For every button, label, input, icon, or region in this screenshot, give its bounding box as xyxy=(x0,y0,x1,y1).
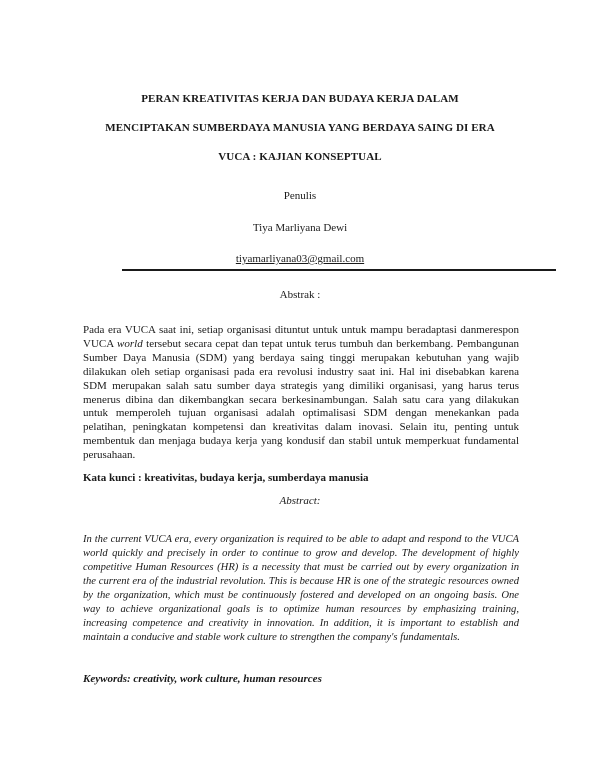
kata-kunci: Kata kunci : kreativitas, budaya kerja, sumberdaya manusia xyxy=(83,472,369,484)
paper-title-line-3: VUCA : KAJIAN KONSEPTUAL xyxy=(218,151,382,163)
author-heading: Penulis xyxy=(283,190,317,202)
author-name: Tiya Marliyana Dewi xyxy=(252,222,348,234)
abstrak-body: Pada era VUCA saat ini, setiap organisasi dituntut untuk untuk mampu beradaptasi danmerespon VUCA world tersebut secara cepat dan tepat untuk terus tumbuh dan berkembang. Pembangunan Sumber Daya Manusia (SDM) yang berdaya saing tinggi merupakan kebutuhan yang wajib dilakukan oleh setiap organisasi pada era revolusi industry saat ini. Hal ini disebabkan karena SDM merupakan salah satu sumber daya strategis yang dimiliki organisasi, yang harus terus menerus dibina dan dikembangkan secara berkesinambungan. Salah satu cara yang dilakukan untuk memperoleh tujuan organisasi adalah optimalisasi SDM dengan menekankan pada pelatihan, peningkatan kompetensi dan kreativitas dalam inovasi. Selain itu, penting untuk membentuk dan menjaga budaya kerja yang kondusif dan stabil untuk memperkuat fundamental perusahaan. xyxy=(83,324,519,462)
paper-title-line-2: MENCIPTAKAN SUMBERDAYA MANUSIA YANG BERDAYA SAING DI ERA xyxy=(105,122,495,134)
abstrak-heading: Abstrak : xyxy=(279,289,321,301)
abstract-en-heading: Abstract: xyxy=(279,495,321,507)
keywords-en: Keywords: creativity, work culture, human resources xyxy=(83,673,322,685)
abstract-en-body: In the current VUCA era, every organization is required to be able to adapt and respond to the VUCA world quickly and precisely in order to continue to grow and develop. The development of highly competitive Human Resources (HR) is a necessity that must be carried out by every organization in the current era of the industrial revolution. This is because HR is one of the strategic resources owned by the organization, which must be continuously fostered and developed on an ongoing basis. One way to achieve organizational goals is to optimize human resources by emphasizing training, increasing competence and creativity in innovation. In addition, it is important to establish and maintain a conducive and stable work culture to strengthen the company's fundamentals. xyxy=(83,534,519,643)
paper-title-line-1: PERAN KREATIVITAS KERJA DAN BUDAYA KERJA DALAM xyxy=(141,93,459,105)
section-divider xyxy=(122,269,556,271)
author-email-link[interactable]: tiyamarliyana03@gmail.com xyxy=(235,253,365,265)
